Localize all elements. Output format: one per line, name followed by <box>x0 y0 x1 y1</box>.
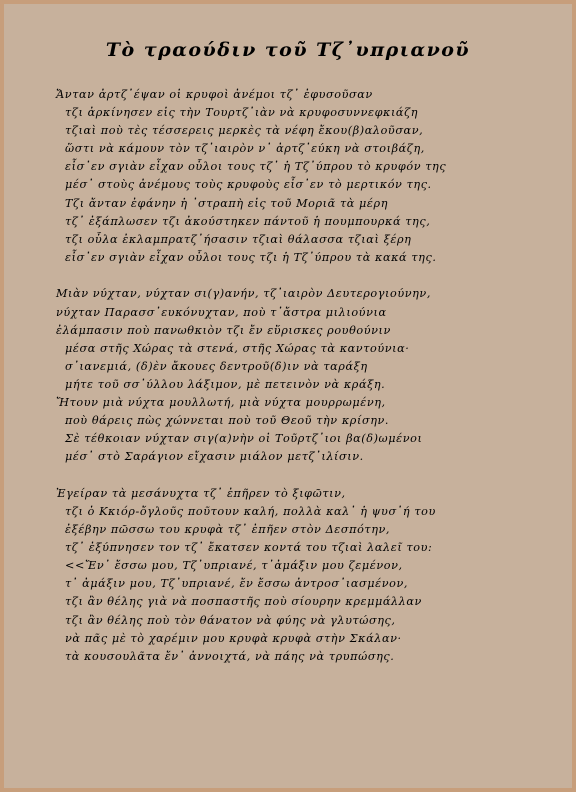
poem-line: ἐξέβην πῶσσω του κρυφὰ τζ᾽ ἐπῆεν στὸν Δεσπότην, <box>65 523 391 537</box>
poem-title: Τὸ τραούδιν τοῦ Τζ᾽υπριανοῦ <box>105 39 471 61</box>
poem-line: Ἄνταν ἀρτζ᾽έψαν οἱ κρυφοὶ ἀνέμοι τζ᾽ ἐφυσοῦσαν <box>56 88 373 101</box>
poem-line: Τζι ἄνταν ἐφάνην ἡ ᾽στραπὴ εἰς τοῦ Μοριᾶ τὰ μέρη <box>65 196 389 210</box>
poem-line: τὰ κουσουλᾶτα ἔν᾽ ἀννοιχτά, νὰ πάης νὰ τρυπώσης. <box>65 649 395 663</box>
document-page <box>4 4 572 788</box>
poem-line: τζι ἂν θέλης γιὰ νὰ ποσπαστῆς ποὺ σίουρην κρεμμάλλαν <box>65 595 422 609</box>
poem-line: εἶσ᾽εν σγιὰν εἶχαν οὗλοι τους τζι ἡ Τζ᾽ύπρου τὰ κακά της. <box>65 250 437 264</box>
poem-line: τζι ἀρκίνησεν εἰς τὴν Τουρτζ᾽ιὰν νὰ κρυφοσυννεφκιάζη <box>65 106 419 120</box>
poem-line: Σὲ τέθκοιαν νύχταν σιγ(α)νὴν οἱ Τοῦρτζ᾽ιοι βα(δ)ωμένοι <box>65 432 423 446</box>
poem-line: ποὺ θάρεις πὼς χώννεται ποὺ τοῦ Θεοῦ τὴν κρίσην. <box>65 414 390 428</box>
poem-line: μήτε τοῦ σσ᾽ύλλου λάξιμον, μὲ πετεινὸν νὰ κράξη. <box>65 377 386 391</box>
poem-line: τζι ἂν θέλης ποὺ τὸν θάνατον νὰ φύης νὰ γλυτώσης, <box>65 613 396 627</box>
poem-line: νὰ πᾶς μὲ τὸ χαρέμιν μου κρυφὰ κρυφὰ στὴν Σκάλαν· <box>65 631 402 645</box>
poem-line: εἶσ᾽εν σγιὰν εἶχαν οὗλοι τους τζ᾽ ἡ Τζ᾽ύπρου τὸ κρυφόν της <box>65 160 447 174</box>
poem-line: <<Ἔν᾽ ἔσσω μου, Τζ᾽υπριανέ, τ᾽ἀμάξιν μου ζεμένον, <box>65 559 403 573</box>
poem-line: τζ᾽ ἐξάπλωσεν τζι ἀκούστηκεν πάντοῦ ἡ πουμπουρκά της, <box>65 214 431 228</box>
poem-line: νύχταν Παρασσ᾽ευκόνυχταν, ποὺ τ᾽ἄστρα μιλιούνια <box>56 305 387 319</box>
poem-line: Ἤτουν μιὰ νύχτα μουλλωτή, μιὰ νύχτα μουρρωμένη, <box>56 396 386 409</box>
poem-line: ὥστι νὰ κάμουν τὸν τζ᾽ιαιρὸν ν᾽ ἀρτζ᾽εύκη νὰ στοιβάζη, <box>65 142 425 156</box>
stanza <box>56 485 556 666</box>
poem-line: μέσ᾽ στοὺς ἀνέμους τοὺς κρυφοὺς εἶσ᾽εν τὸ μερτικόν της. <box>65 178 432 192</box>
stanza <box>56 285 556 466</box>
poem-line: Ἐγείραν τὰ μεσάνυχτα τζ᾽ ἐπῆρεν τὸ ξιφῶτιν, <box>56 486 346 500</box>
poem-line: μέσα στῆς Χώρας τὰ στενά, στῆς Χώρας τὰ καντούνια· <box>65 341 410 355</box>
poem-line: τζ᾽ ἐξύπνησεν τον τζ᾽ ἔκατσεν κοντά του τζιαὶ λαλεῖ του: <box>65 541 433 555</box>
poem-line: Μιὰν νύχταν, νύχταν σι(γ)ανήν, τζ᾽ιαιρὸν Δευτερογιούνην, <box>56 287 431 301</box>
poem-line: σ᾽ιανεμιά, (δ)ὲν ἄκουες δεντροῦ(δ)ιν νὰ ταράξη <box>65 359 368 373</box>
poem-body <box>56 86 556 684</box>
poem-line: τζι ὁ Κκιόρ-ὄγλοῦς ποῦτουν καλή, πολλὰ καλ᾽ ἡ ψυσ᾽ή του <box>65 504 436 518</box>
poem-line: τζι οὗλα ἐκλαμπρατζ᾽ήσασιν τζιαὶ θάλασσα τζιαὶ ξέρη <box>65 232 412 246</box>
stanza <box>56 86 556 267</box>
poem-line: τζιαὶ ποὺ τὲς τέσσερεις μερκὲς τὰ νέφη ἔκου(β)αλοῦσαν, <box>65 124 424 138</box>
poem-line: μέσ᾽ στὸ Σαράγιον εἴχασιν μιάλον μετζ᾽ιλίσιν. <box>65 450 364 464</box>
poem-line: τ᾽ ἀμάξιν μου, Τζ᾽υπριανέ, ἔν ἔσσω ἀντροσ᾽ιασμένον, <box>65 577 409 591</box>
poem-line: ἐλάμπασιν ποὺ πανωθκιὸν τζι ἔν εὕρισκες ρουθούνιν <box>56 323 391 337</box>
